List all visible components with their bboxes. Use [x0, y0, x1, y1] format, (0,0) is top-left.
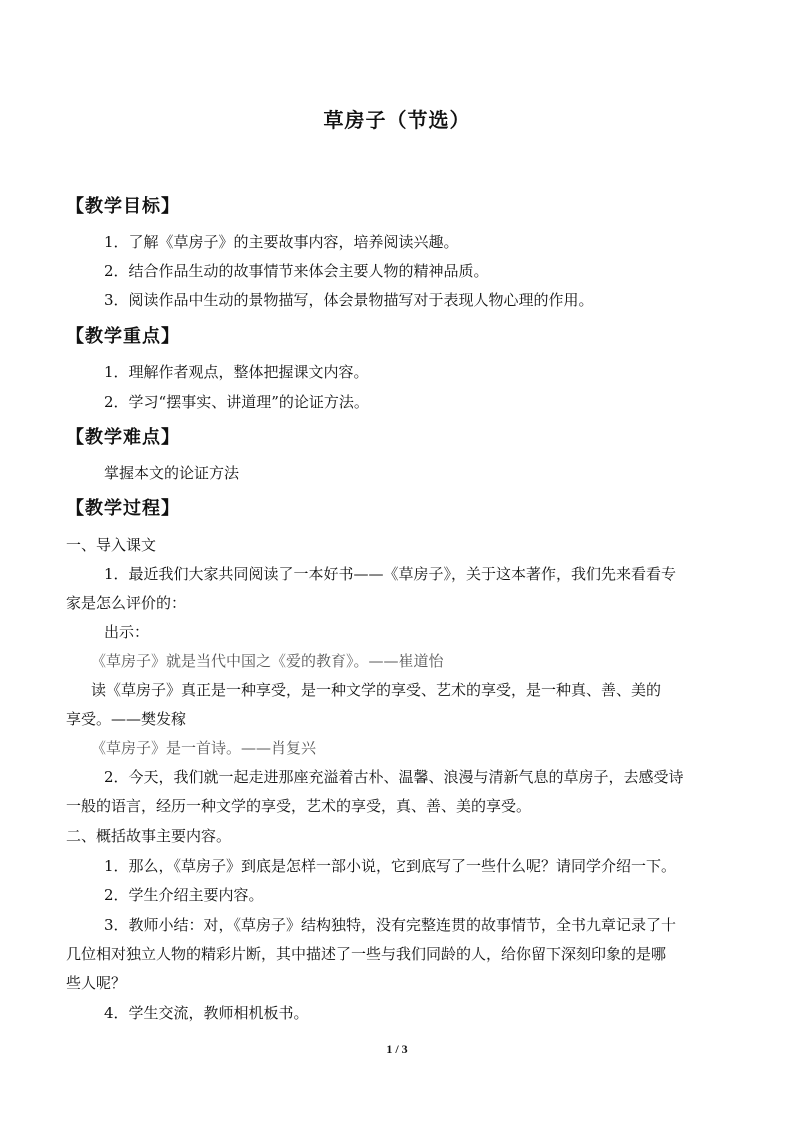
process-show-label: 出示： [104, 623, 150, 641]
process-p2-line1: 2．今天，我们就一起走进那座充溢着古朴、温馨、浪漫与清新气息的草房子，去感受诗 [104, 768, 684, 786]
key-point-item-1: 1．理解作者观点，整体把握课文内容。 [104, 363, 369, 381]
process-quote-2-line2: 享受。——樊发稼 [66, 710, 187, 728]
heading-difficulties: 【教学难点】 [66, 427, 180, 448]
heading-key-points: 【教学重点】 [66, 326, 180, 347]
heading-process: 【教学过程】 [66, 498, 180, 519]
process-step-2: 2．学生介绍主要内容。 [104, 886, 264, 904]
heading-objectives: 【教学目标】 [66, 196, 180, 217]
difficulty-text: 掌握本文的论证方法 [104, 464, 240, 482]
page-title: 草房子（节选） [323, 108, 471, 132]
key-point-item-2: 2．学习“摆事实、讲道理”的论证方法。 [104, 393, 369, 411]
process-step-3-line2: 几位相对独立人物的精彩片断，其中描述了一些与我们同龄的人，给你留下深刻印象的是哪 [66, 945, 667, 963]
objective-item-3: 3．阅读作品中生动的景物描写，体会景物描写对于表现人物心理的作用。 [104, 291, 594, 309]
process-part1-title: 一、导入课文 [66, 536, 157, 554]
process-p1-line2: 家是怎么评价的： [66, 594, 187, 612]
process-part2-title: 二、概括故事主要内容。 [66, 827, 232, 845]
process-step-3-line3: 些人呢？ [66, 974, 127, 992]
process-p2-line2: 一般的语言，经历一种文学的享受，艺术的享受，真、善、美的享受。 [66, 797, 532, 815]
process-p1-line1: 1．最近我们大家共同阅读了一本好书——《草房子》，关于这本著作，我们先来看看专 [104, 565, 677, 583]
process-step-1: 1．那么，《草房子》到底是怎样一部小说，它到底写了一些什么呢？请同学介绍一下。 [104, 857, 677, 875]
process-step-4: 4．学生交流，教师相机板书。 [104, 1004, 309, 1022]
objective-item-2: 2．结合作品生动的故事情节来体会主要人物的精神品质。 [104, 262, 489, 280]
page-number: 1 / 3 [386, 1042, 408, 1056]
process-step-3-line1: 3．教师小结：对，《草房子》结构独特，没有完整连贯的故事情节，全书九章记录了十 [104, 916, 677, 934]
process-quote-2-line1: 读《草房子》真正是一种享受，是一种文学的享受、艺术的享受，是一种真、善、美的 [91, 681, 662, 699]
process-quote-1: 《草房子》就是当代中国之《爱的教育》。——崔道怡 [91, 652, 444, 670]
objective-item-1: 1．了解《草房子》的主要故事内容，培养阅读兴趣。 [104, 233, 459, 251]
process-quote-3: 《草房子》是一首诗。——肖复兴 [91, 739, 317, 757]
